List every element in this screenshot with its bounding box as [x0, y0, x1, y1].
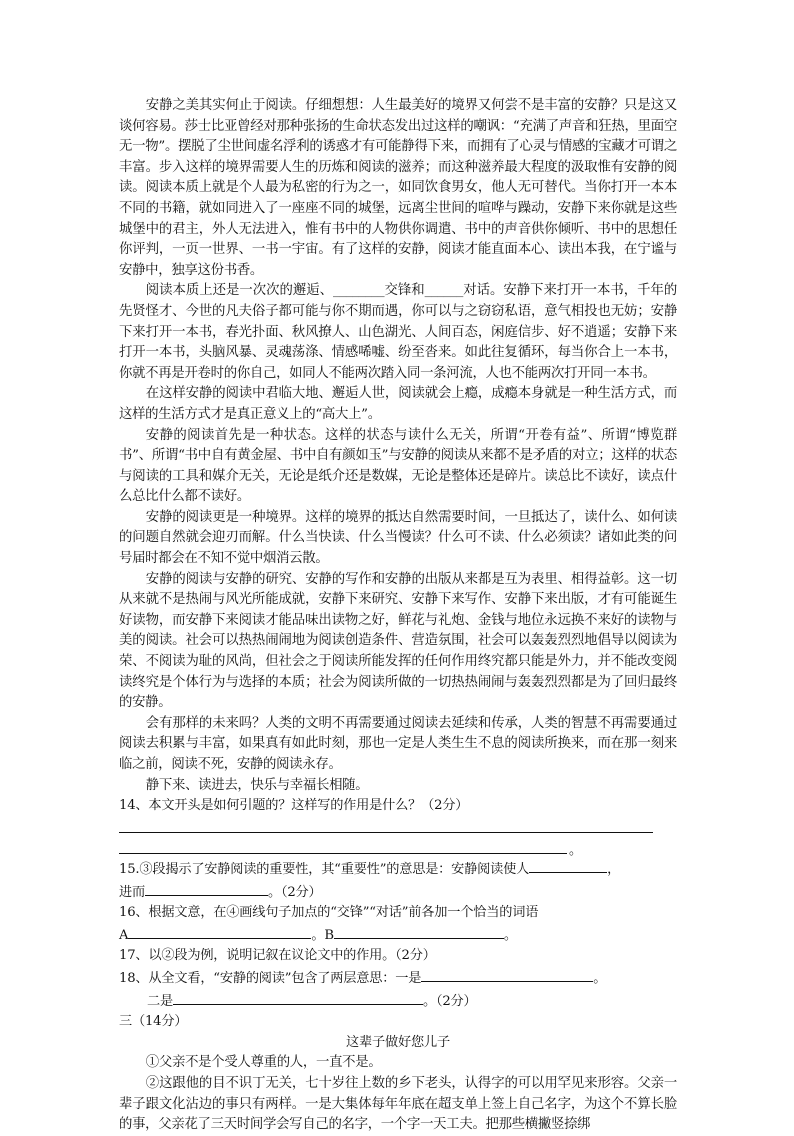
question-18-line2 — [119, 990, 677, 1013]
paragraph-1: 安静之美其实何止于阅读。仔细想想：人生最美好的境界又何尝不是丰富的安静？只是这又谈何容易。莎士比亚曾经对那种张扬的生命状态发出过这样的嘲讽：“充满了声音和狂热，里面空无一物”。摆脱了尘世间虚名浮利的诱惑才有可能静得下来，而拥有了心灵与情感的宝藏才可谓之丰富。步入这样的境界需要人生的历炼和阅读的滋养；而这种滋养最大程度的汲取惟有安静的阅读。阅读本质上就是个人最为私密的行为之一，如同饮食男女，他人无可替代。当你打开一本本不同的书籍，就如同进入了一座座不同的城堡，远离尘世间的喧哗与躁动，安静下来你就是这些城堡中的君主，外人无法进入，惟有书中的人物供你调遣、书中的声音供你倾听、书中的思想任你评判，一页一世界、一书一宇宙。有了这样的安静，阅读才能直面本心、读出本我，在宁谧与安静中，独享这份书香。 — [119, 98, 677, 278]
question-15-text2: 进而 — [119, 884, 145, 900]
page-content — [119, 96, 677, 1136]
section-3-header: 三（14分） — [119, 1014, 188, 1030]
question-15-text: 15.③段揭示了安静阅读的重要性，其“重要性”的意思是：安静阅读使人 — [119, 861, 530, 877]
paragraph-5: 安静的阅读更是一种境界。这样的境界的抵达自然需要时间，一旦抵达了，读什么、如何读的问题自然就会迎刃而解。什么当快读、什么当慢读？什么可不读、什么必须读？诸如此类的问号届时都会在不知不觉中烟消云散。 — [119, 509, 677, 567]
question-15-points: 。（2分） — [267, 884, 322, 900]
paragraph-7: 会有那样的未来吗？人类的文明不再需要通过阅读去延续和传承，人类的智慧不再需要通过阅读去积累与丰富，如果真有如此时刻，那也一定是人类生生不息的阅读所换来，而在那一刻来临之前，阅读不死，安静的阅读永存。 — [119, 715, 677, 772]
question-16-answers — [119, 924, 677, 947]
answer-16-label-a: A — [119, 927, 129, 943]
paragraph-4: 安静的阅读首先是一种状态。这样的状态与读什么无关，所谓“开卷有益”、所谓“博览群书”、所谓“书中自有黄金屋、书中自有颜如玉”与安静的阅读从来都不是矛盾的对立；这样的状态与阅读的工具和媒介无关，无论是纸介还是数媒，无论是整体还是碎片。读总比不读好，读点什么总比什么都不读好。 — [119, 427, 677, 505]
answer-16-end: 。 — [503, 927, 517, 943]
paragraph-6: 安静的阅读与安静的研究、安静的写作和安静的出版从来都是互为表里、相得益彰。这一切从来就不是热闹与风光所能成就，安静下来研究、安静下来写作、安静下来出版，才有可能诞生好读物，而安静下来阅读才能品味出读物之好，鲜花与礼炮、金钱与地位永远换不来好的读物与美的阅读。社会可以热热闹闹地为阅读创造条件、营造氛围，社会可以轰轰烈烈地倡导以阅读为荣、不阅读为耻的风尚，但社会之于阅读所能发挥的任何作用终究都只能是外力，并不能改变阅读终究是个体行为与选择的本质；社会为阅读所做的一切热热闹闹与轰轰烈烈都是为了回归最终的安静。 — [119, 571, 677, 711]
paragraph-8: 静下来、读进去，快乐与幸福长相随。 — [145, 777, 369, 793]
answer-blank-18a[interactable] — [421, 967, 593, 982]
answer-blank-15b[interactable] — [145, 881, 268, 896]
section-3-paragraph-2: ②这跟他的目不识丁无关，七十岁往上数的乡下老头，认得字的可以用罕见来形容。父亲一辈子跟文化沾边的事只有两样。一是大集体每年年底在超支单上签上自己名字，为这个不算长脸的事，父亲花了三天时间学会写自己的名字，一个字一天工夫。把那些横撇竖捺绑 — [119, 1075, 677, 1133]
question-15-line1 — [119, 858, 677, 881]
question-18-end1: 。 — [593, 970, 607, 986]
answer-blank-16a[interactable] — [128, 924, 311, 939]
answer-14-end: 。 — [569, 842, 583, 858]
question-18-text: 18、从全文看，“安静的阅读”包含了两层意思：一是 — [119, 970, 422, 986]
question-18-line1 — [119, 967, 677, 990]
question-17: 17、以②段为例，说明记叙在议论文中的作用。（2分） — [119, 948, 436, 964]
question-16: 16、根据文意，在④画线句子加点的“交锋”“对话”前各加一个恰当的词语 — [119, 905, 539, 921]
question-15-comma: ， — [607, 861, 621, 877]
answer-line-14b[interactable] — [119, 837, 677, 858]
question-15-line2 — [119, 881, 677, 904]
paragraph-2: 阅读本质上还是一次次的邂逅、________交锋和______对话。安静下来打开一本书，千年的先贤怪才、今世的凡夫俗子都可能与你不期而遇，你可以与之窃窃私语，意气相投也无妨；安静下来打开一本书，春光扑面、秋风撩人、山色湖光、人间百态，闲庭信步、好不逍遥；安静下来打开一本书，头脑风暴、灵魂荡涤、情感唏嘘、纷至沓来。如此往复循环，每当你合上一本书，你就不再是开卷时的你自己，如同人不能两次踏入同一条河流，人也不能两次打开同一本书。 — [119, 283, 677, 381]
answer-16-label-b: 。B — [311, 927, 334, 943]
question-18-text2: 二是 — [147, 993, 173, 1009]
section-3-paragraph-1: ①父亲不是个受人尊重的人，一直不是。 — [145, 1055, 382, 1071]
answer-blank-16b[interactable] — [334, 924, 504, 939]
question-14: 14、本文开头是如何引题的？这样写的作用是什么？（2分） — [119, 798, 469, 814]
section-3-title: 这辈子做好您儿子 — [346, 1034, 450, 1050]
paragraph-3: 在这样安静的阅读中君临大地、邂逅人世，阅读就会上瘾，成瘾本身就是一种生活方式，而这样的生活方式才是真正意义上的“高大上”。 — [119, 386, 677, 422]
question-18-end2: 。（2分） — [422, 993, 477, 1009]
answer-line-14a[interactable] — [119, 817, 677, 838]
answer-blank-15a[interactable] — [529, 858, 607, 873]
answer-blank-18b[interactable] — [173, 990, 423, 1005]
